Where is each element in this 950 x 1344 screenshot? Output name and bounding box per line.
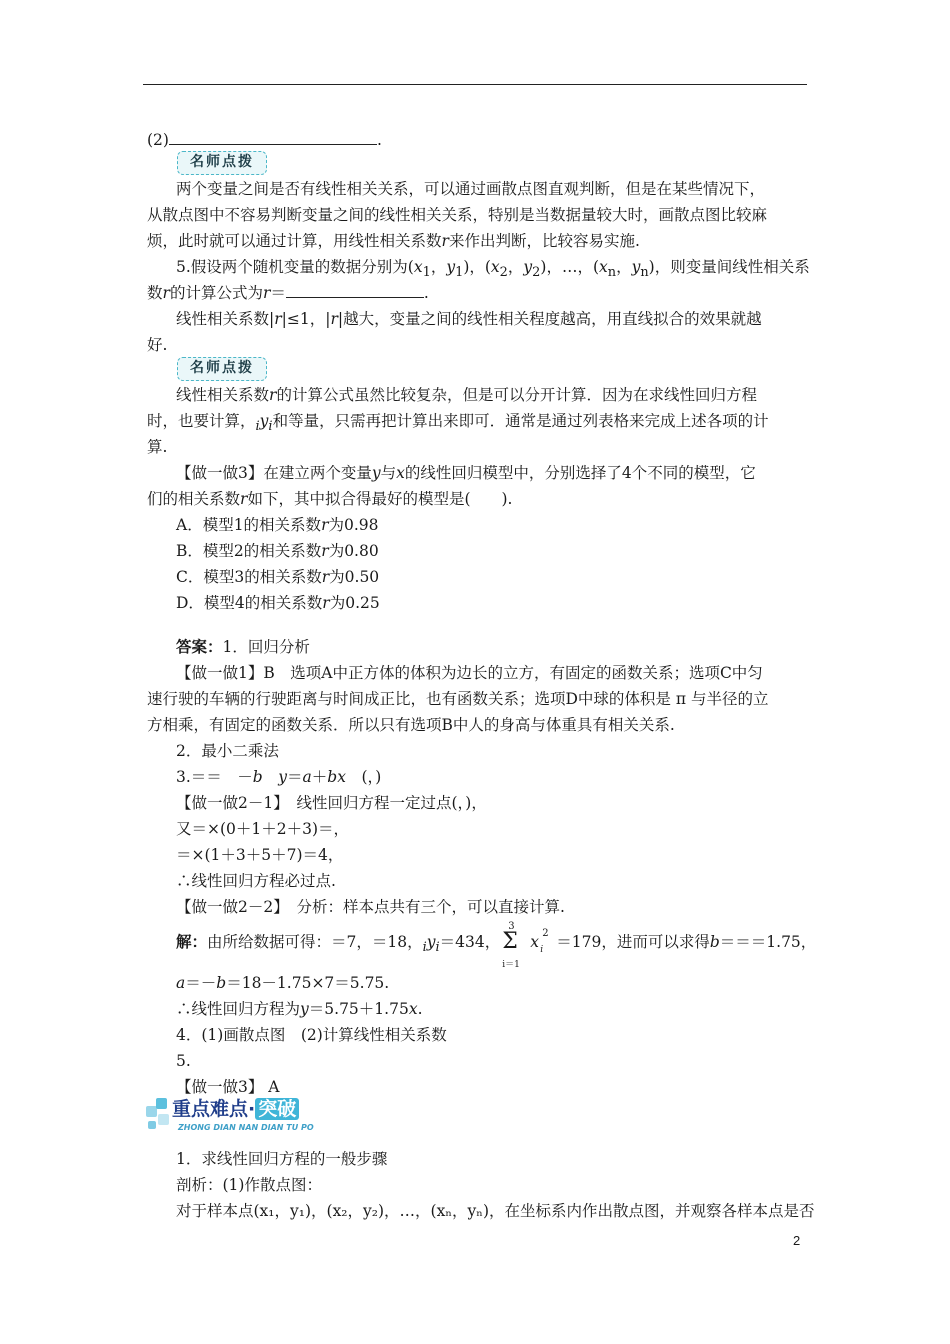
solution-line: 解：由所给数据可得：＝7，＝18，$_iy_i=434$， 3 Σ i＝1 x 2 i ＝179，进而可以求得b＝＝＝1.75， xyxy=(176,921,817,970)
paragraph-line: 【做一做2－1】 线性回归方程一定过点(，)， xyxy=(176,794,487,812)
solution-line: ∴线性回归方程为y＝5.75＋1.75x. xyxy=(176,1000,423,1018)
paragraph-line: 好. xyxy=(147,336,168,354)
paragraph-line: 从散点图中不容易判断变量之间的线性相关关系，特别是当数据量较大时，画散点图比较麻 xyxy=(147,206,768,224)
exercise-3-question: 们的相关系数r如下，其中拟合得最好的模型是( ). xyxy=(147,490,513,508)
paragraph-line: 烦，此时就可以通过计算，用线性相关系数r来作出判断，比较容易实施. xyxy=(147,232,640,250)
tip-badge: 名师点拨 xyxy=(177,357,267,381)
paragraph-line: 4．(1)画散点图 (2)计算线性相关系数 xyxy=(176,1026,447,1044)
answer-blank xyxy=(169,128,377,145)
paragraph-line: 时，也要计算，$_iy_i$和等量，只需再把计算出来即可．通常是通过列表格来完成上述各项的计 xyxy=(147,412,769,435)
paragraph-line: 速行驶的车辆的行驶距离与时间成正比，也有函数关系；选项D中球的体积是 π 与半径的立 xyxy=(147,690,769,708)
header-rule xyxy=(143,84,807,85)
blank-item-2: (2) . xyxy=(147,128,809,152)
paragraph-line: 【做一做3】 A xyxy=(176,1078,280,1096)
paragraph-line: ∴线性回归方程必过点. xyxy=(176,872,336,890)
paragraph-line: 算. xyxy=(147,438,168,456)
option-c: C．模型3的相关系数r为0.50 xyxy=(176,568,380,586)
option-a: A．模型1的相关系数r为0.98 xyxy=(176,516,379,534)
paragraph-line: 方相乘，有固定的函数关系．所以只有选项B中人的身高与体重具有相关关系. xyxy=(147,716,675,734)
paragraph-line: 剖析：(1)作散点图： xyxy=(176,1176,322,1194)
answer-blank xyxy=(286,281,424,298)
exercise-3-question: 【做一做3】在建立两个变量y与x的线性回归模型中，分别选择了4个不同的模型，它 xyxy=(176,464,756,482)
x-squared: x 2 i xyxy=(530,928,549,955)
answer-heading: 答案：1．回归分析 xyxy=(176,637,310,656)
page-number: 2 xyxy=(793,1233,801,1248)
section-banner: 重点难点· 突破 ZHONG DIAN NAN DIAN TU PO xyxy=(142,1094,372,1140)
paragraph-line: 【做一做1】B 选项A中正方体的体积为边长的立方，有固定的函数关系；选项C中匀 xyxy=(176,664,763,682)
tip-badge: 名师点拨 xyxy=(177,151,267,175)
section-heading: 1．求线性回归方程的一般步骤 xyxy=(176,1150,388,1168)
cube-decoration-icon xyxy=(148,1121,156,1129)
solution-line: a＝－b＝18－1.75×7＝5.75. xyxy=(176,974,390,992)
summation-symbol: 3 Σ i＝1 xyxy=(502,921,520,970)
formula-line: 3.＝＝ －b y＝a＋bx (，) xyxy=(176,768,382,786)
paragraph-line: 数r的计算公式为r＝ . xyxy=(147,281,809,305)
paragraph-line: 两个变量之间是否有线性相关关系，可以通过画散点图直观判断，但是在某些情况下， xyxy=(176,180,766,198)
option-b: B．模型2的相关系数r为0.80 xyxy=(176,542,379,560)
paragraph-line: 5. xyxy=(176,1052,191,1070)
cube-decoration-icon xyxy=(158,1114,169,1125)
paragraph-line: 【做一做2－2】 分析：样本点共有三个，可以直接计算. xyxy=(176,898,565,916)
paragraph-line: 又＝×(0＋1＋2＋3)＝， xyxy=(176,820,350,838)
cube-decoration-icon xyxy=(156,1098,167,1109)
paragraph-line: 线性相关系数r的计算公式虽然比较复杂，但是可以分开计算．因为在求线性回归方程 xyxy=(176,386,757,404)
paragraph-line: 对于样本点(x₁，y₁)，(x₂，y₂)，…，(xₙ，yₙ)，在坐标系内作出散点图，并观察各样本点是否 xyxy=(176,1202,815,1220)
paragraph-line: 5.假设两个随机变量的数据分别为($x_1$，$y_1$)，($x_2$，$y_2$)，…，($x_n$，$y_n$)，则变量间线性相关系 xyxy=(176,258,810,281)
paragraph-line: 线性相关系数|r|≤1，|r|越大，变量之间的线性相关程度越高，用直线拟合的效果就越 xyxy=(176,310,762,328)
paragraph-line: 2．最小二乘法 xyxy=(176,742,279,760)
paragraph-line: ＝×(1＋3＋5＋7)＝4， xyxy=(176,846,344,864)
option-d: D．模型4的相关系数r为0.25 xyxy=(176,594,380,612)
